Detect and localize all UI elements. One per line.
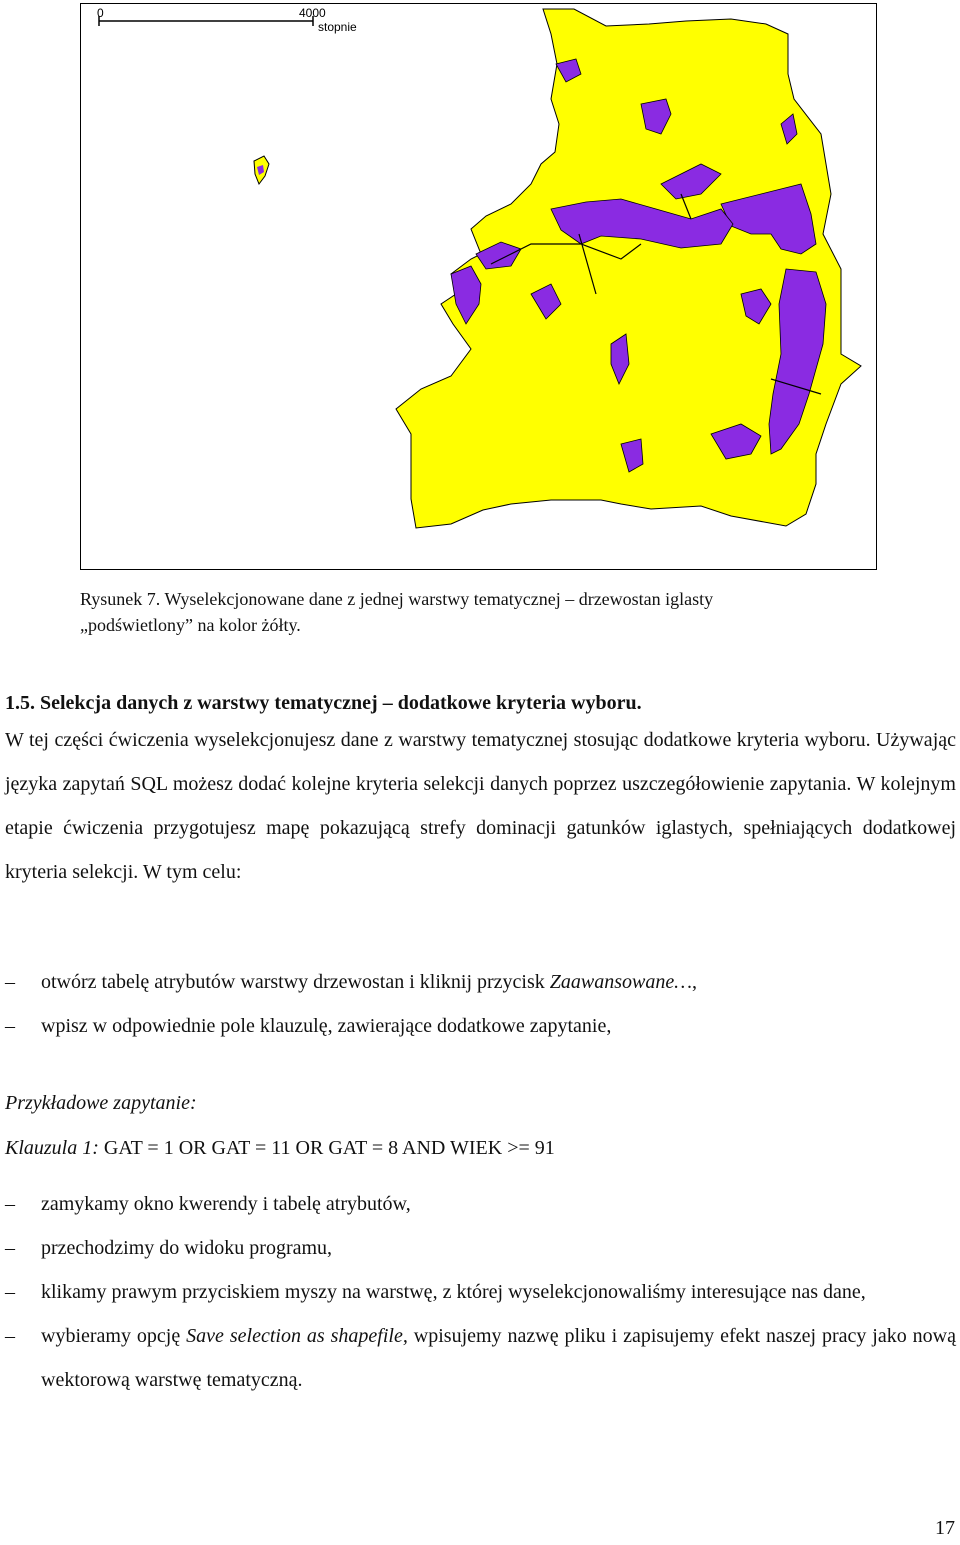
example-label: Przykładowe zapytanie:	[5, 1092, 197, 1114]
figure-caption	[80, 586, 880, 638]
map-figure	[80, 3, 877, 570]
dash-bullet: –	[5, 1015, 15, 1037]
steps-list-b	[5, 1182, 956, 1402]
list-item	[5, 960, 956, 1004]
clause-line	[5, 1137, 555, 1160]
dash-bullet: –	[5, 1237, 15, 1259]
step-tail: ,	[692, 971, 697, 993]
scale-start-label: 0	[97, 6, 104, 20]
page-number: 17	[935, 1517, 955, 1539]
step-text: wybieramy opcję	[41, 1325, 187, 1347]
caption-line-2: „podświetlony” na kolor żółty.	[80, 615, 301, 635]
step-text: wpisz w odpowiednie pole klauzulę, zawierające dodatkowe zapytanie,	[41, 1015, 612, 1037]
step-text: zamykamy okno kwerendy i tabelę atrybutów,	[41, 1193, 411, 1215]
intro-paragraph: W tej części ćwiczenia wyselekcjonujesz dane z warstwy tematycznej stosując dodatkowe kryteria wyboru. Używając języka zapytań SQL możesz dodać kolejne kryteria selekcji danych poprzez uszczegółowienie zapytania. W kolejnym etapie ćwiczenia przygotujesz mapę pokazującą strefy dominacji gatunków iglastych, spełniających dodatkowej kryteria selekcji. W tym celu:	[5, 729, 956, 883]
list-item	[5, 1270, 956, 1314]
step-tail: wpisujemy nazwę pliku i zapisujemy efekt naszej pracy jako nową wektorową warstwę tematyczną.	[41, 1325, 957, 1391]
clause-query: GAT = 1 OR GAT = 11 OR GAT = 8 AND WIEK >= 91	[98, 1137, 555, 1159]
step-emphasis: Zaawansowane…	[549, 971, 692, 993]
section-heading: 1.5. Selekcja danych z warstwy tematycznej – dodatkowe kryteria wyboru.	[5, 692, 642, 714]
dash-bullet: –	[5, 971, 15, 993]
list-item	[5, 1004, 956, 1048]
scale-end-label: 4000	[299, 6, 326, 20]
scale-bar	[97, 6, 357, 34]
step-text: przechodzimy do widoku programu,	[41, 1237, 333, 1259]
map-canvas	[81, 4, 876, 569]
step-emphasis: Save selection as shapefile,	[186, 1325, 408, 1347]
dash-bullet: –	[5, 1325, 15, 1347]
list-item	[5, 1182, 956, 1226]
dash-bullet: –	[5, 1193, 15, 1215]
caption-line-1: Rysunek 7. Wyselekcjonowane dane z jednej warstwy tematycznej – drzewostan iglasty	[80, 589, 714, 609]
list-item	[5, 1226, 956, 1270]
step-text: klikamy prawym przyciskiem myszy na warstwę, z której wyselekcjonowaliśmy interesujące nas dane,	[41, 1281, 866, 1303]
scale-unit-label: stopnie	[318, 20, 357, 34]
list-item	[5, 1314, 956, 1402]
dash-bullet: –	[5, 1281, 15, 1303]
step-text: otwórz tabelę atrybutów warstwy drzewostan i kliknij przycisk	[41, 971, 550, 993]
clause-label: Klauzula 1:	[5, 1137, 99, 1159]
steps-list-a	[5, 960, 956, 1048]
